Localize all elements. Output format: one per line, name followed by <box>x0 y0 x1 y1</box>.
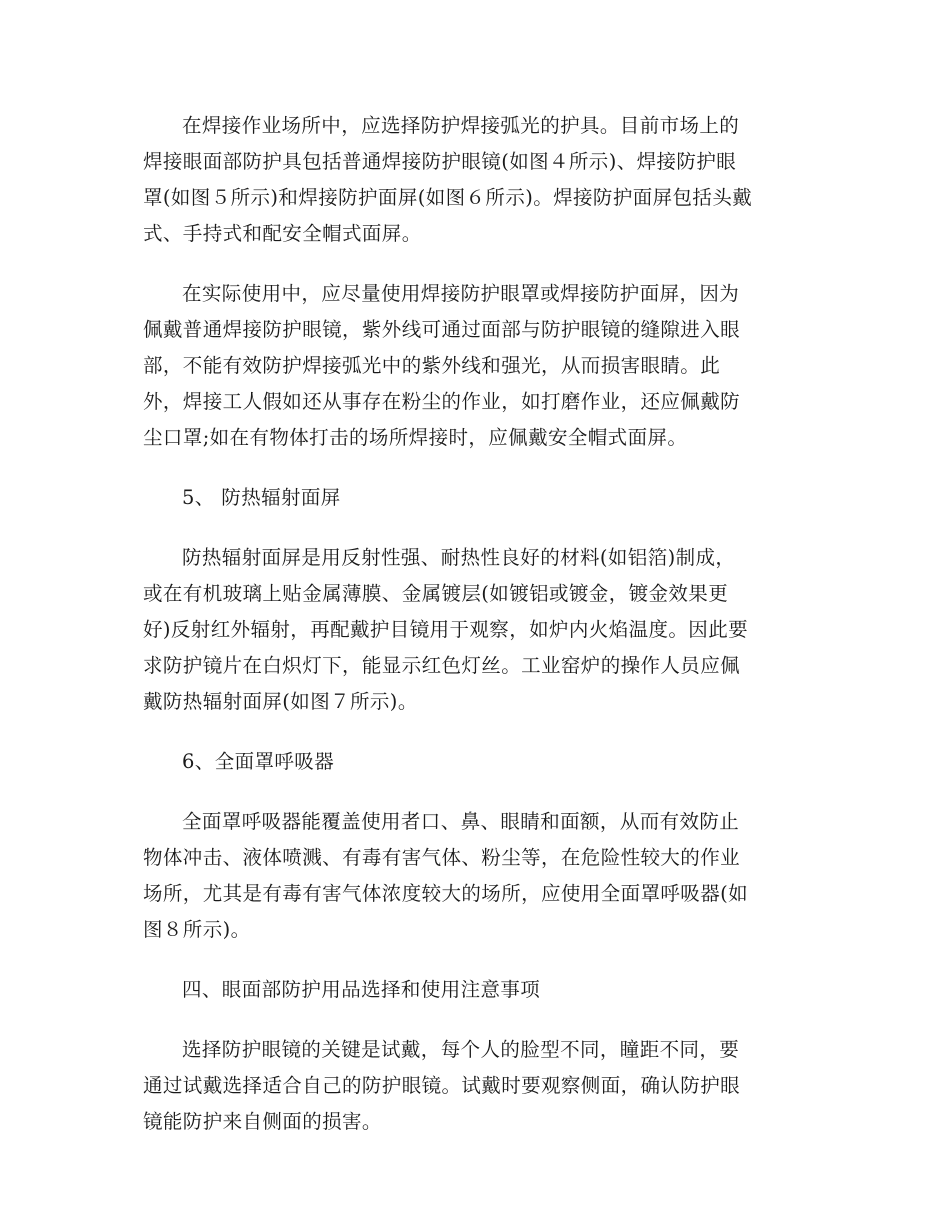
text-line: 焊接眼面部防护具包括普通焊接防护眼镜(如图４所示)、焊接防护眼 <box>143 150 737 173</box>
text-line: 场所，尤其是有毒有害气体浓度较大的场所，应使用全面罩呼吸器(如 <box>143 882 749 905</box>
text-line: 好)反射红外辐射，再配戴护目镜用于观察，如炉内火焰温度。因此要 <box>143 618 749 641</box>
text-line: 通过试戴选择适合自己的防护眼镜。试戴时要观察侧面，确认防护眼 <box>143 1074 741 1097</box>
text-line: 尘口罩;如在有物体打击的场所焊接时，应佩戴安全帽式面屏。 <box>143 426 688 449</box>
text-line: 全面罩呼吸器能覆盖使用者口、鼻、眼睛和面额，从而有效防止 <box>182 810 740 833</box>
text-line: 外，焊接工人假如还从事存在粉尘的作业，如打磨作业，还应佩戴防 <box>143 390 741 413</box>
text-line: 图８所示)。 <box>143 918 251 941</box>
section-heading-4: 四、眼面部防护用品选择和使用注意事项 <box>182 978 541 1001</box>
text-line: 或在有机玻璃上贴金属薄膜、金属镀层(如镀铝或镀金，镀金效果更 <box>143 582 729 605</box>
text-line: 戴防热辐射面屏(如图７所示)。 <box>143 690 418 713</box>
paragraph-heat-radiation-shield <box>143 540 815 720</box>
text-line: 镜能防护来自侧面的损害。 <box>143 1110 382 1133</box>
text-line: 物体冲击、液体喷溅、有毒有害气体、粉尘等，在危险性较大的作业 <box>143 846 741 869</box>
text-line: 式、手持式和配安全帽式面屏。 <box>143 222 422 245</box>
text-line: 求防护镜片在白炽灯下，能显示红色灯丝。工业窑炉的操作人员应佩 <box>143 654 741 677</box>
paragraph-practical-use <box>143 276 815 456</box>
document-page <box>143 108 815 1164</box>
text-line: 部，不能有效防护焊接弧光中的紫外线和强光，从而损害眼睛。此 <box>143 354 721 377</box>
paragraph-selection-notes <box>143 1032 815 1140</box>
section-heading-6: 6、全面罩呼吸器 <box>182 750 335 773</box>
section-heading-5: 5、 防热辐射面屏 <box>182 486 341 509</box>
text-line: 选择防护眼镜的关键是试戴，每个人的脸型不同，瞳距不同，要 <box>182 1038 740 1061</box>
text-line: 在焊接作业场所中，应选择防护焊接弧光的护具。目前市场上的 <box>182 114 740 137</box>
paragraph-full-face-respirator <box>143 804 815 948</box>
text-line: 罩(如图５所示)和焊接防护面屏(如图６所示)。焊接防护面屏包括头戴 <box>143 186 753 209</box>
text-line: 在实际使用中，应尽量使用焊接防护眼罩或焊接防护面屏，因为 <box>182 282 740 305</box>
text-line: 防热辐射面屏是用反射性强、耐热性良好的材料(如铝箔)制成， <box>182 546 736 569</box>
paragraph-welding-protection <box>143 108 815 252</box>
text-line: 佩戴普通焊接防护眼镜，紫外线可通过面部与防护眼镜的缝隙进入眼 <box>143 318 741 341</box>
